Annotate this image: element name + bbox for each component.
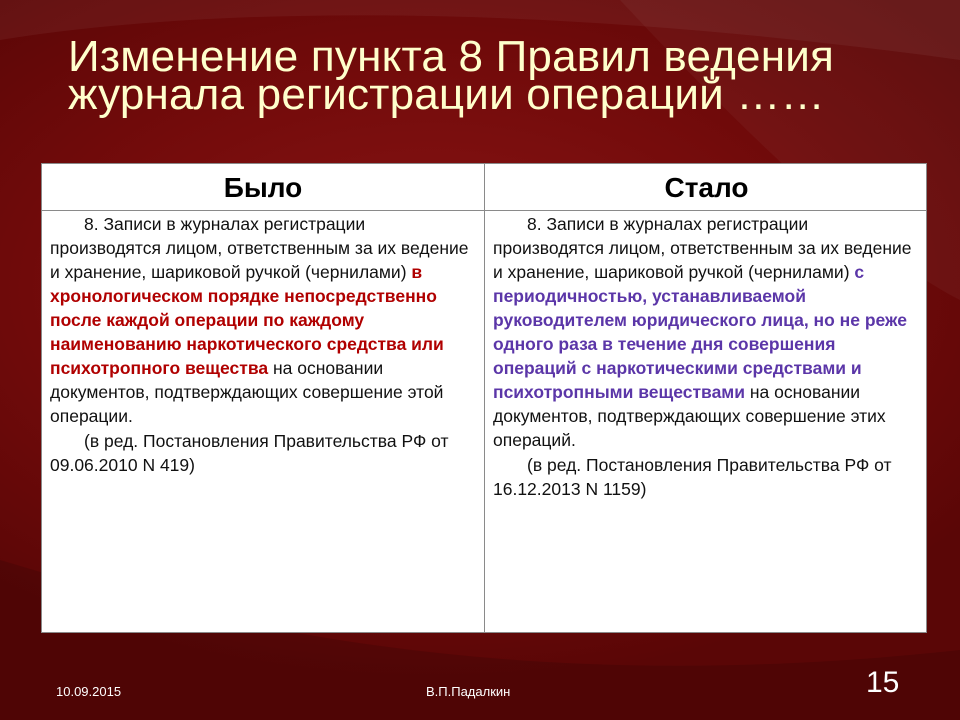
column-header-after: Стало bbox=[664, 172, 749, 203]
header-divider bbox=[42, 210, 926, 211]
after-highlight-text: с периодичностью, устанавливаемой руководителем юридического лица, но не реже одного раза в течение дня совершения операций с наркотическими средствами и психотропными веществами bbox=[493, 262, 907, 402]
footer-author: В.П.Падалкин bbox=[426, 684, 511, 699]
column-divider bbox=[484, 164, 485, 632]
page-number: 15 bbox=[866, 666, 900, 699]
footer-date: 10.09.2015 bbox=[56, 684, 122, 699]
slide-title-line1: Изменение пункта 8 Правил ведения bbox=[68, 32, 835, 81]
after-tail-text: на основании документов, подтверждающих совершение этих операций. bbox=[493, 382, 886, 450]
cell-after bbox=[493, 212, 921, 501]
comparison-table bbox=[41, 163, 927, 633]
after-intro-text: 8. Записи в журналах регистрации производятся лицом, ответственным за их ведение и хранение, шариковой ручкой (чернилами) bbox=[493, 214, 912, 282]
before-tail-text: на основании документов, подтверждающих совершение этой операции. bbox=[50, 358, 444, 426]
after-paragraph bbox=[493, 212, 921, 452]
slide-title bbox=[68, 32, 928, 119]
cell-before bbox=[50, 212, 480, 477]
column-header-before: Было bbox=[223, 172, 303, 203]
slide-title-line2: журнала регистрации операций …… bbox=[68, 70, 825, 119]
before-paragraph bbox=[50, 212, 480, 428]
before-amendment-note: (в ред. Постановления Правительства РФ от 09.06.2010 N 419) bbox=[50, 431, 449, 475]
after-amendment-note: (в ред. Постановления Правительства РФ от 16.12.2013 N 1159) bbox=[493, 455, 892, 499]
before-intro-text: 8. Записи в журналах регистрации производятся лицом, ответственным за их ведение и хранение, шариковой ручкой (чернилами) bbox=[50, 214, 469, 282]
before-highlight-text: в хронологическом порядке непосредственно после каждой операции по каждому наименованию наркотического средства или психотропного вещества bbox=[50, 262, 444, 378]
